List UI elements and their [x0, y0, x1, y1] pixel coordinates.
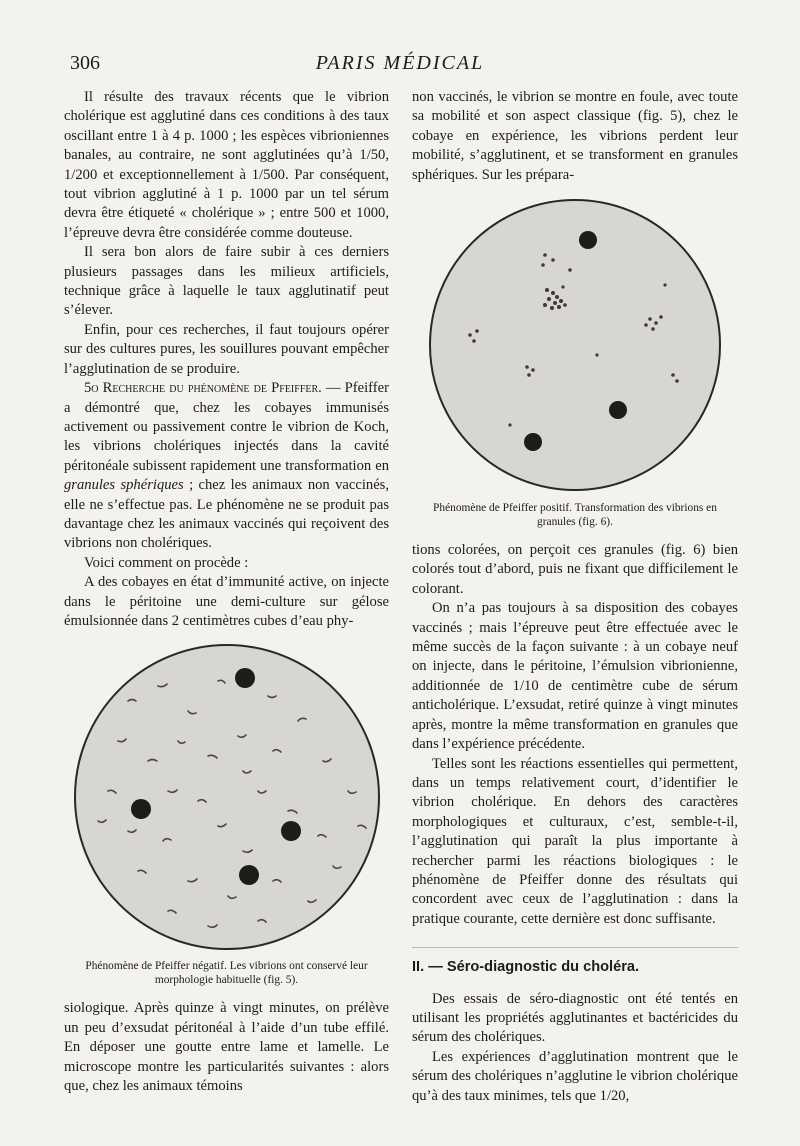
- figure-caption: Phénomène de Pfeiffer positif. Transformation des vibrions en granules (fig. 6).: [433, 502, 717, 529]
- paragraph: On n’a pas toujours à sa disposition des cobayes vaccinés ; mais l’épreuve peut être effectuée avec le même succès de la façon suivante : à un cobaye neuf on injecte, dans le péritoine, l’émulsion vibrionienne, additionnée de 1/10 de centimètre cube de sérum anticholérique. L’exsudat, retiré quinze à vingt minutes après, montre la même transformation en granules que dans l’expérience précédente.: [412, 600, 738, 753]
- paragraph: Il résulte des travaux récents que le vibrion cholérique est agglutiné dans ces conditions à des taux oscillant entre 1 à 4 p. 1000 ; les espèces vibrioniennes banales, au contraire, ne sont agglutinées qu’à 1/50, 1/200 et exceptionnellement à 1/500. Par conséquent, tout vibrion agglutiné à 1 p. 1000 par un tel sérum devra être étiqueté « cholérique » ; entre 500 et 1000, l’épreuve devra être considérée comme douteuse.: [64, 89, 389, 241]
- paragraph: non vaccinés, le vibrion se montre en foule, avec toute sa mobilité et son aspect classique (fig. 5), chez le cobaye en expérience, les vibrions perdent leur mobilité, s’agglutinent, et se transforment en granules sphériques. Sur les prépara-: [412, 89, 738, 183]
- emphasis-text: granules sphériques: [64, 477, 184, 494]
- paragraph-pfeiffer: [64, 379, 389, 554]
- right-column: [412, 88, 738, 1106]
- section-heading: II. — Séro-diagnostic du choléra.: [412, 947, 738, 977]
- paragraph: siologique. Après quinze à vingt minutes, on prélève un peu d’exsudat péritonéal à l’aide d’un tube effilé. En déposer une goutte entre lame et lamelle. Le microscope montre les particularités suivantes : alors que, chez les animaux témoins: [64, 1000, 389, 1094]
- figure-5: [64, 641, 389, 987]
- paragraph: Telles sont les réactions essentielles qui permettent, dans un temps relativement court, d’identifier le vibrion cholérique. En dehors des caractères morphologiques et culturaux, c’est, semble-t-il, l’agglutination qui paraît la plus importante à rechercher parmi les réactions biologiques : le phénomène de Pfeiffer donne des résultats qui concordent avec ceux de l’agglutination : dans la pratique courante, cette dernière est donc suffisante.: [412, 755, 738, 927]
- paragraph: Des essais de séro-diagnostic ont été tentés en utilisant les propriétés agglutinantes et bactéricides du sérum des cholériques.: [412, 990, 738, 1046]
- page-number: 306: [70, 52, 100, 74]
- running-title: PARIS MÉDICAL: [315, 52, 485, 74]
- left-column: [64, 88, 389, 1096]
- paragraph-text: — Pfeiffer a démontré que, chez les cobayes immunisés activement ou passivement contre le vibrion de Koch, les vibrions cholériques injectés dans la cavité péritonéale subissent rapidement une transformation en: [64, 380, 389, 474]
- paragraph: Voici comment on procède :: [84, 554, 249, 571]
- paragraph: tions colorées, on perçoit ces granules (fig. 6) bien colorés tout d’abord, puis ne fixant que difficilement le colorant.: [412, 542, 738, 597]
- figure-6: [412, 195, 738, 529]
- paragraph: Les expériences d’agglutination montrent que le sérum des cholériques n’agglutine le vibrion cholérique qu’à des taux minimes, tels que 1/20,: [412, 1048, 738, 1104]
- page-header: [60, 52, 740, 80]
- figure-caption: Phénomène de Pfeiffer négatif. Les vibrions ont conservé leur morphologie habituelle (fig. 5).: [85, 960, 368, 987]
- microscope-field-negative: [68, 641, 386, 953]
- paragraph: Enfin, pour ces recherches, il faut toujours opérer sur des cultures pures, les souillures pouvant empêcher l’agglutination de se produire.: [64, 321, 389, 377]
- paragraph: A des cobayes en état d’immunité active, on injecte dans le péritoine une demi-culture sur gélose émulsionnée dans 2 centimètres cubes d’eau phy-: [64, 574, 389, 629]
- microscope-field-positive: [425, 195, 725, 495]
- paragraph: Il sera bon alors de faire subir à ces derniers plusieurs passages dans les milieux artificiels, technique grâce à laquelle le taux agglutinatif peut s’élever.: [64, 244, 389, 319]
- subsection-heading: 5o Recherche du phénomène de Pfeiffer.: [84, 380, 322, 397]
- paragraph-text: ; chez les animaux non vaccinés, elle ne s’effectue pas. Le phénomène ne se produit pas davantage chez les animaux vaccinés qui reçoivent des vibrions non cholériques.: [64, 477, 389, 552]
